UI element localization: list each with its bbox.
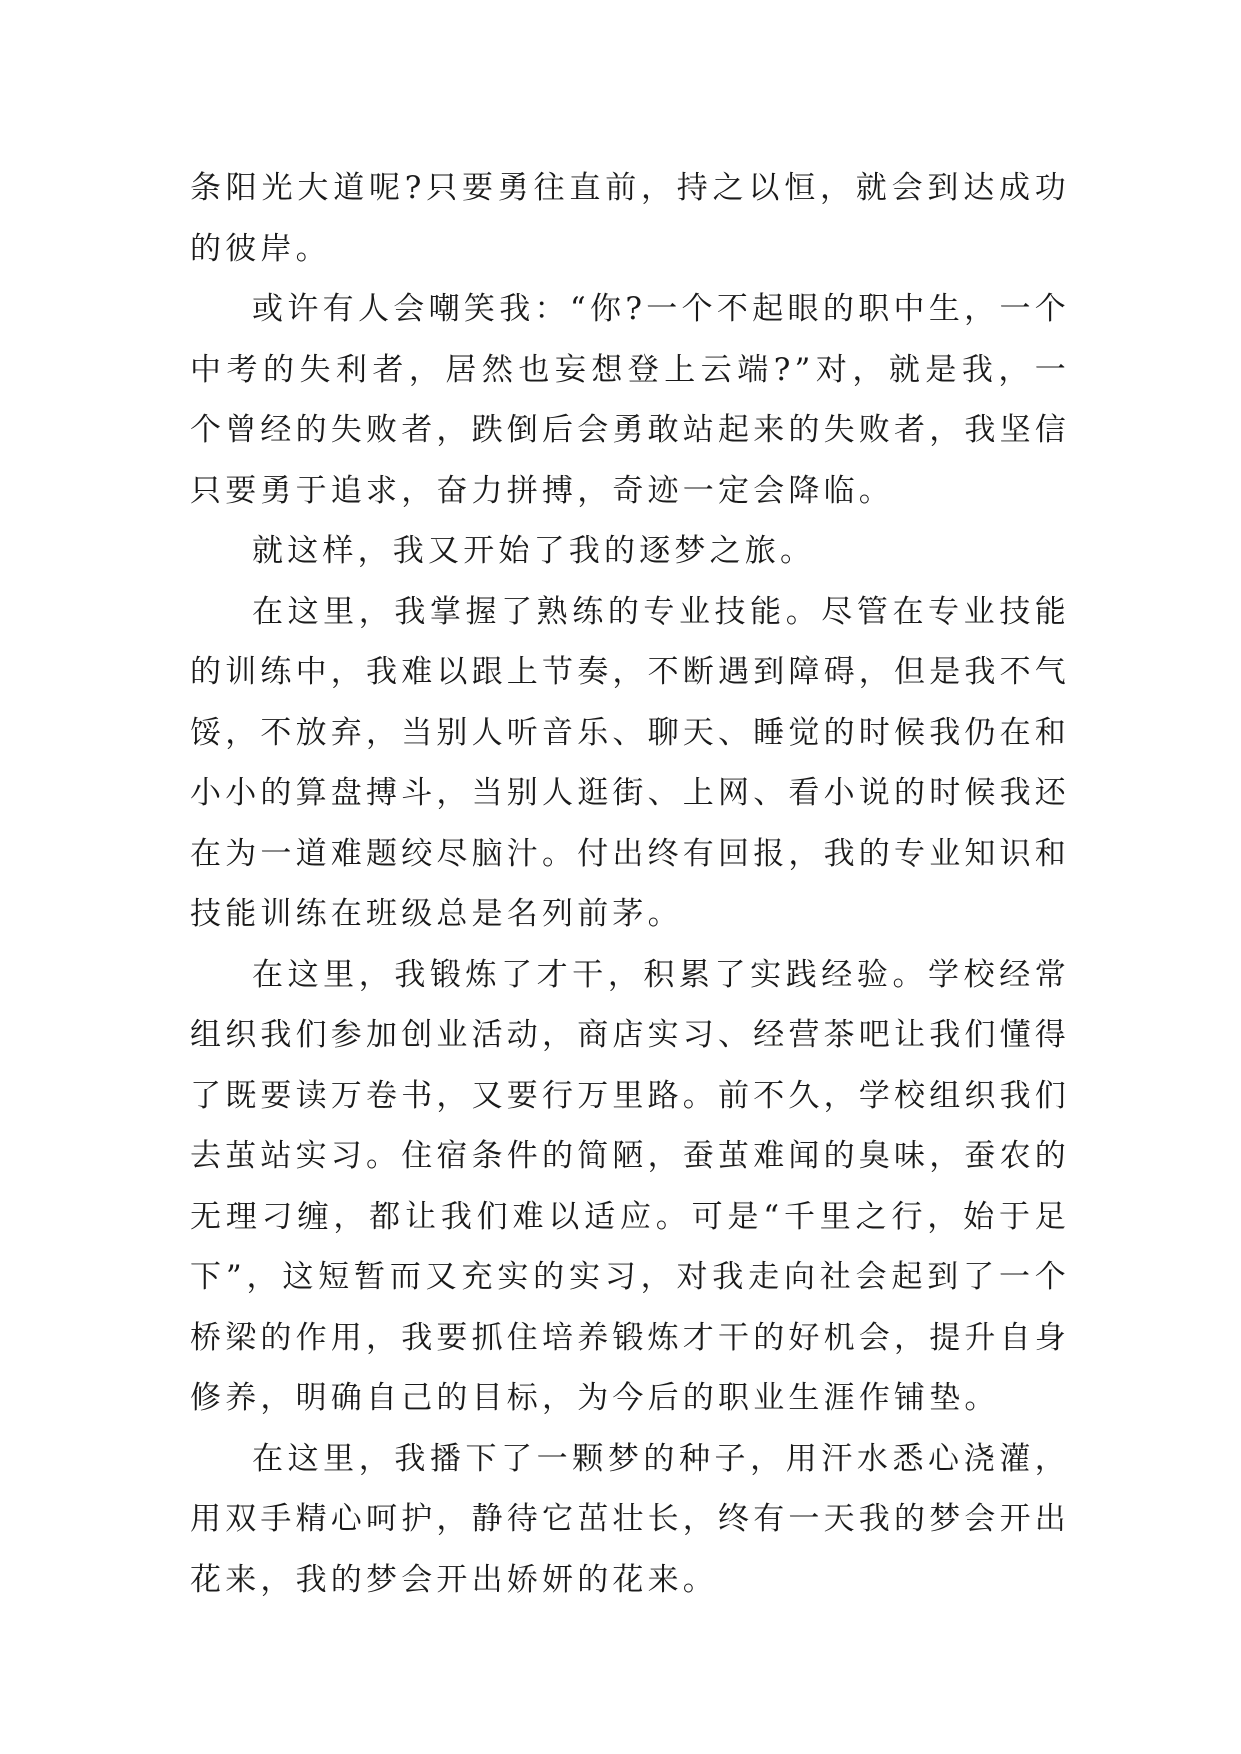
paragraph-6: 在这里，我播下了一颗梦的种子，用汗水悉心浇灌，用双手精心呵护，静待它茁壮长，终有一天我的梦会开出花来，我的梦会开出娇妍的花来。 <box>190 1440 1070 1598</box>
paragraph-1: 条阳光大道呢?只要勇往直前，持之以恒，就会到达成功的彼岸。 <box>190 170 1070 267</box>
paragraph-4: 在这里，我掌握了熟练的专业技能。尽管在专业技能的训练中，我难以跟上节奏，不断遇到障碍，但是我不气馁，不放弃，当别人听音乐、聊天、睡觉的时候我仍在和小小的算盘搏斗，当别人逛街、上网、看小说的时候我还在为一道难题绞尽脑汁。付出终有回报，我的专业知识和技能训练在班级总是名列前茅。 <box>190 593 1070 932</box>
paragraph-3: 就这样，我又开始了我的逐梦之旅。 <box>252 533 816 569</box>
paragraph-5: 在这里，我锻炼了才干，积累了实践经验。学校经常组织我们参加创业活动，商店实习、经营茶吧让我们懂得了既要读万卷书，又要行万里路。前不久，学校组织我们去茧站实习。住宿条件的简陋，蚕茧难闻的臭味，蚕农的无理刁缠，都让我们难以适应。可是“千里之行，始于足下”，这短暂而又充实的实习，对我走向社会起到了一个桥梁的作用，我要抓住培养锻炼才干的好机会，提升自身修养，明确自己的目标，为今后的职业生涯作铺垫。 <box>190 956 1070 1416</box>
document-body <box>190 158 1070 1610</box>
paragraph-2: 或许有人会嘲笑我：“你?一个不起眼的职中生，一个中考的失利者，居然也妄想登上云端?”对，就是我，一个曾经的失败者，跌倒后会勇敢站起来的失败者，我坚信只要勇于追求，奋力拼搏，奇迹一定会降临。 <box>190 291 1070 509</box>
